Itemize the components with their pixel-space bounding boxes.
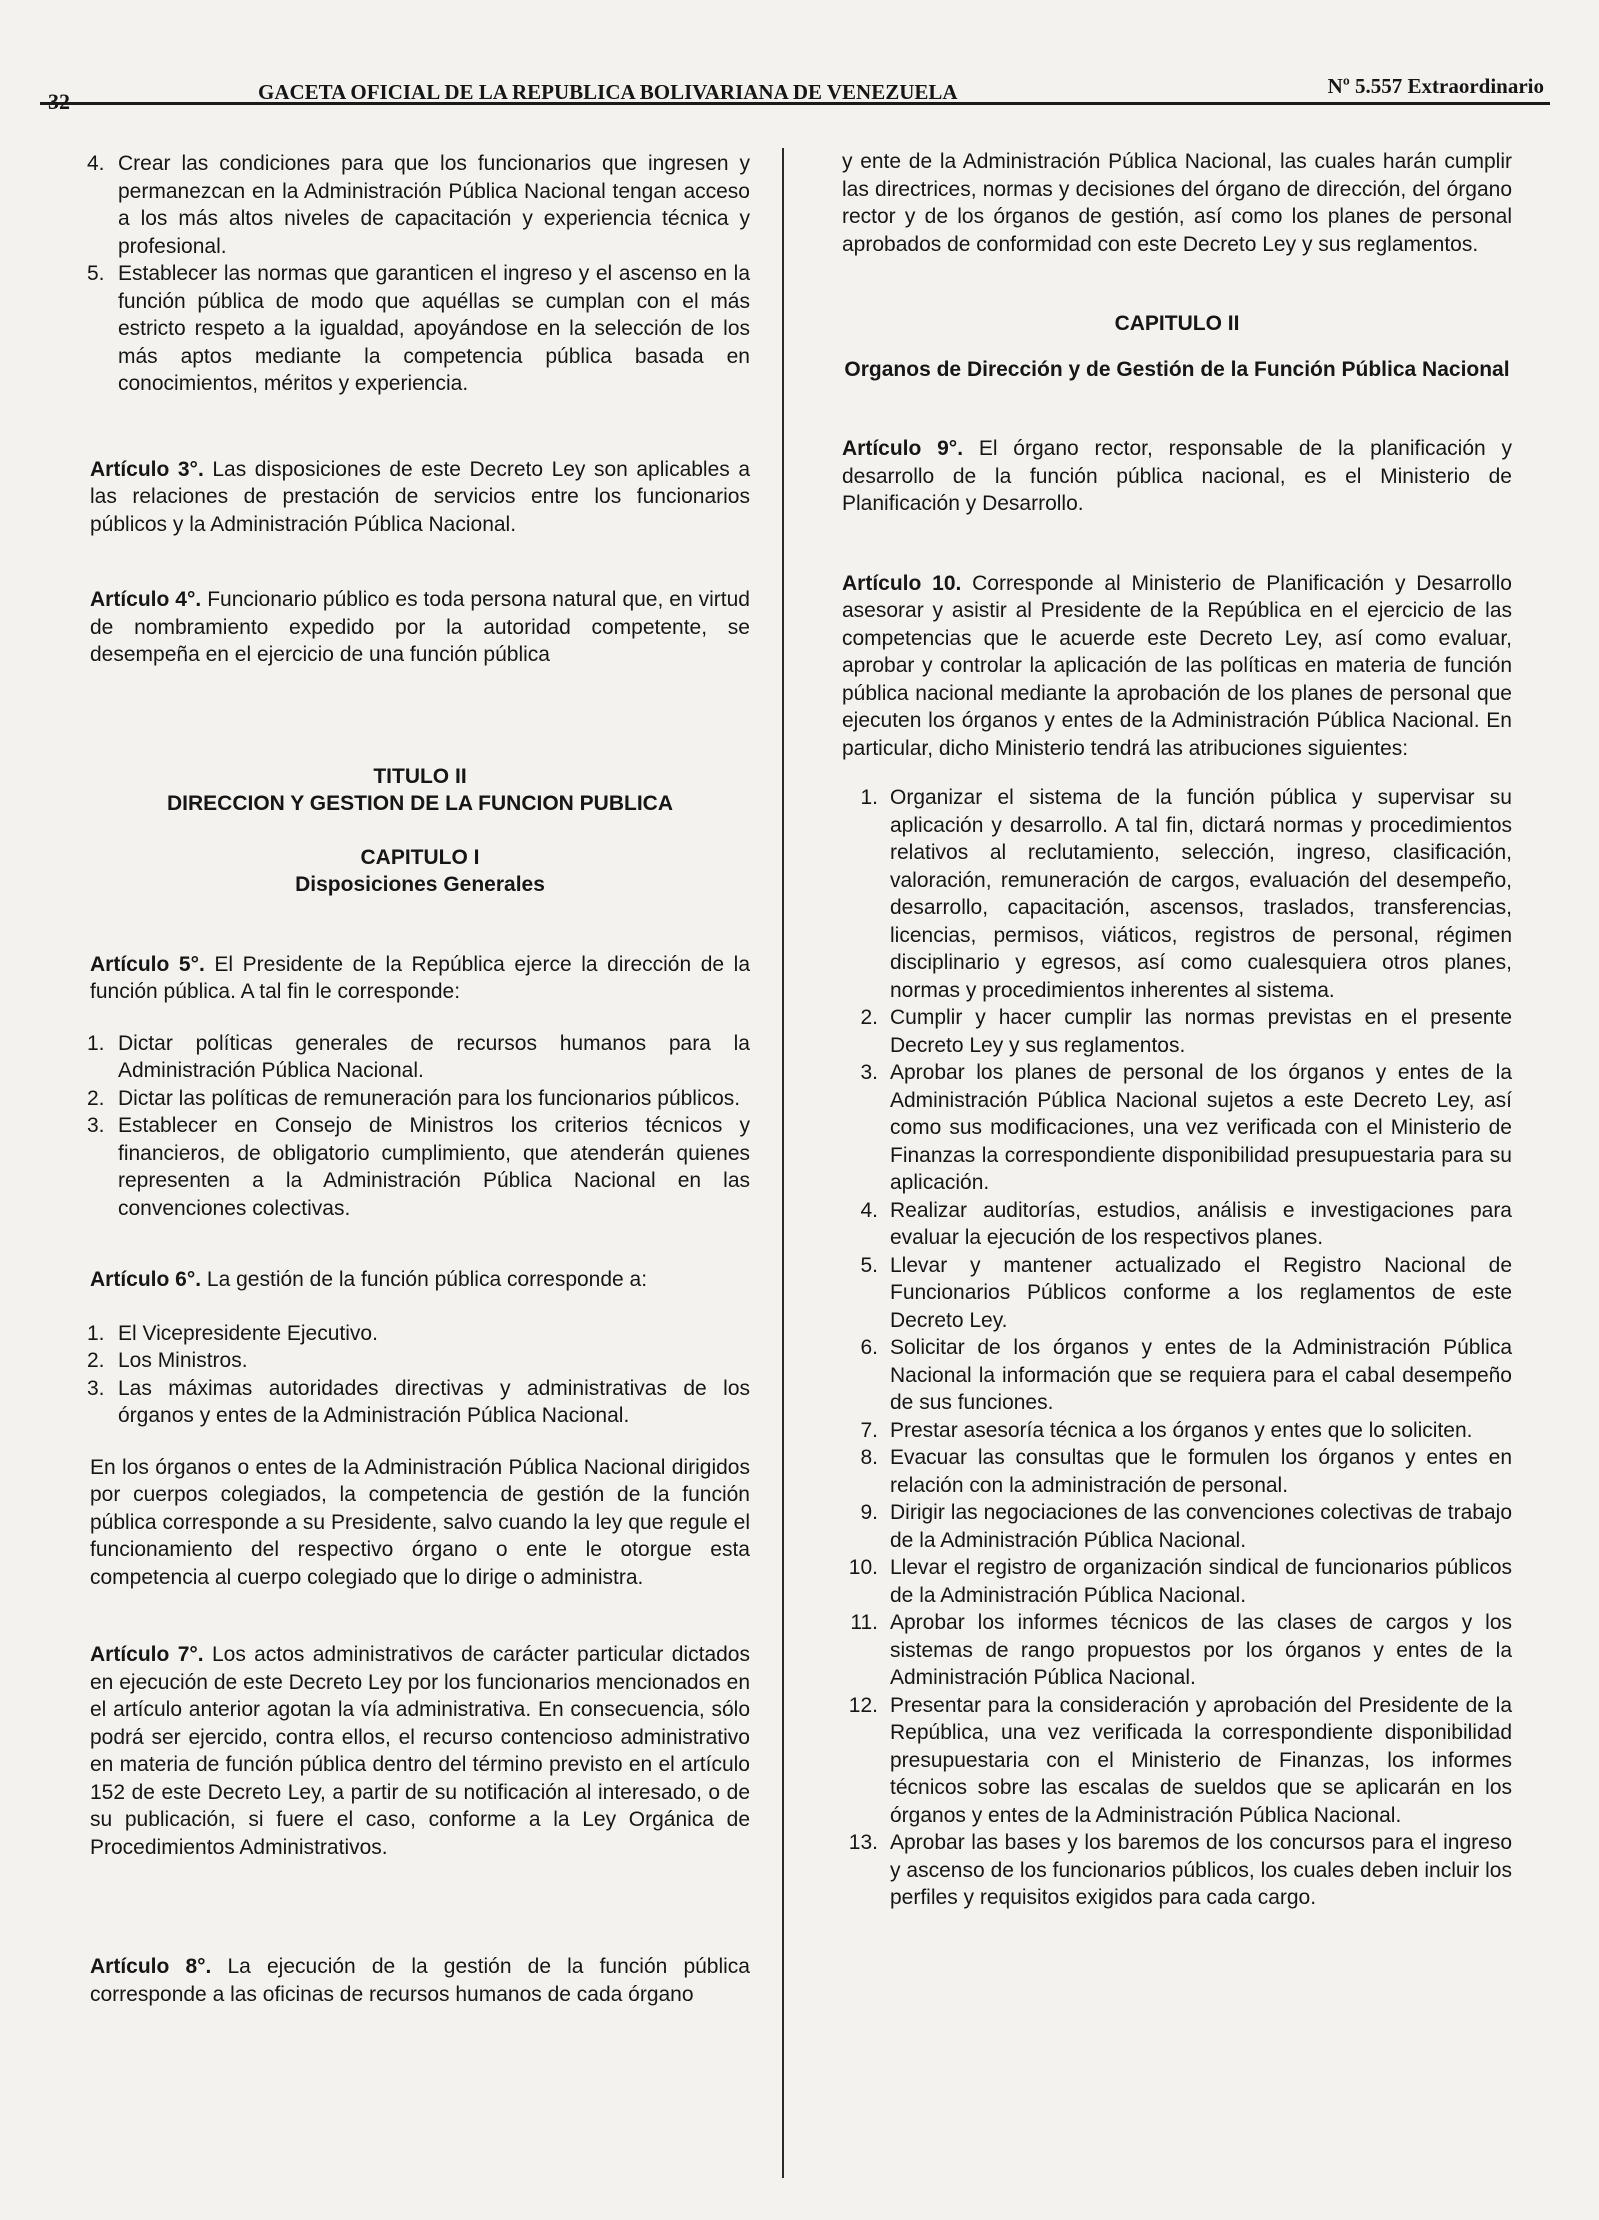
list-item <box>842 1609 1512 1692</box>
page-number: 32 <box>48 89 70 114</box>
list-item <box>87 1112 750 1222</box>
list-item <box>842 1499 1512 1554</box>
list-item <box>87 1375 750 1430</box>
article-6-paragraph: En los órganos o entes de la Administración Pública Nacional dirigidos por cuerpos colegiados, la competencia de gestión de la función pública corresponde a su Presidente, salvo cuando la ley que regule el funcionamiento del respectivo órgano o ente le otorgue esta competencia al cuerpo colegiado que lo dirige o administra. <box>90 1455 750 1589</box>
item-number: 3. <box>87 1114 105 1137</box>
list-continued <box>87 150 750 398</box>
issue-number: Nº 5.557 Extraordinario <box>1327 74 1544 98</box>
item-text: Crear las condiciones para que los funcionarios que ingresen y permanezcan en la Administración Pública Nacional tengan acceso a los más altos niveles de capacitación y experiencia técnica y profesional. <box>118 152 750 258</box>
item-number: 3. <box>860 1061 878 1084</box>
item-number: 2. <box>87 1349 105 1372</box>
list-item <box>842 1059 1512 1197</box>
item-text: Aprobar los informes técnicos de las clases de cargos y los sistemas de rango propuestos por los órganos y entes de la Administración Pública Nacional. <box>890 1611 1512 1689</box>
article-text: Las disposiciones de este Decreto Ley son aplicables a las relaciones de prestación de servicios entre los funcionarios públicos y la Administración Pública Nacional. <box>90 457 750 536</box>
item-text: Dictar las políticas de remuneración para los funcionarios públicos. <box>118 1086 741 1110</box>
article-label: Artículo 10. <box>842 571 962 595</box>
article-10 <box>842 570 1512 763</box>
article-3 <box>90 456 750 539</box>
list-item <box>842 1197 1512 1252</box>
item-text: Dictar políticas generales de recursos humanos para la Administración Pública Nacional. <box>118 1031 750 1082</box>
article-10-list <box>842 784 1512 1912</box>
item-text: Prestar asesoría técnica a los órganos y entes que lo soliciten. <box>890 1418 1473 1442</box>
item-number: 1. <box>87 1321 105 1345</box>
gazette-title: GACETA OFICIAL DE LA REPUBLICA BOLIVARIANA DE VENEZUELA <box>258 80 958 104</box>
item-text: Llevar el registro de organización sindical de funcionarios públicos de la Administración Pública Nacional. <box>890 1556 1512 1607</box>
list-item <box>87 1347 750 1375</box>
item-number: 7. <box>860 1418 878 1442</box>
item-text: Establecer las normas que garanticen el ingreso y el ascenso en la función pública de modo que aquéllas se cumplan con el más estricto respeto a la igualdad, apoyándose en la selección de los más aptos mediante la competencia pública basada en conocimientos, méritos y experiencia. <box>118 262 750 395</box>
capitulo-subheading: Organos de Dirección y de Gestión de la Función Pública Nacional <box>844 357 1510 381</box>
article-8-continuation: y ente de la Administración Pública Nacional, las cuales harán cumplir las directrices, normas y decisiones del órgano de dirección, del órgano rector y de los órganos de gestión, así como los planes de personal aprobados de conformidad con este Decreto Ley y sus reglamentos. <box>842 150 1512 256</box>
article-6 <box>90 1266 750 1294</box>
list-item <box>87 1030 750 1085</box>
item-text: Solicitar de los órganos y entes de la Administración Pública Nacional la información que se requiera para el cabal desempeño de sus funciones. <box>890 1336 1512 1414</box>
item-number: 4. <box>860 1198 878 1222</box>
left-column <box>87 150 750 2008</box>
item-text: Dirigir las negociaciones de las convenciones colectivas de trabajo de la Administración Pública Nacional. <box>890 1501 1512 1552</box>
titulo-subheading: DIRECCION Y GESTION DE LA FUNCION PUBLICA <box>167 792 673 815</box>
item-number: 1. <box>87 1031 105 1055</box>
item-number: 13. <box>848 1831 878 1854</box>
list-item <box>842 1829 1512 1912</box>
capitulo-heading: CAPITULO II <box>1114 312 1240 335</box>
article-label: Artículo 7°. <box>90 1643 204 1666</box>
article-7 <box>90 1641 750 1861</box>
item-number: 2. <box>87 1086 105 1110</box>
item-text: Las máximas autoridades directivas y administrativas de los órganos y entes de la Administración Pública Nacional. <box>118 1376 750 1427</box>
list-item <box>87 260 750 398</box>
article-text: Los actos administrativos de carácter particular dictados en ejecución de este Decreto Ley por los funcionarios mencionados en el artículo anterior agotan la vía administrativa. En consecuencia, sólo podrá ser ejercido, contra ellos, el recurso contencioso administrativo en materia de función pública dentro del término previsto en el artículo 152 de este Decreto Ley, a partir de su notificación al interesado, o de su publicación, si fuere el caso, conforme a la Ley Orgánica de Procedimientos Administrativos. <box>90 1643 750 1859</box>
item-text: Presentar para la consideración y aprobación del Presidente de la República, una vez verificada la correspondiente disponibilidad presupuestaria con el Ministerio de Finanzas, los informes técnicos sobre las escalas de sueldos que se aplicarán en los órganos y entes de la Administración Pública Nacional. <box>890 1693 1512 1827</box>
list-item <box>842 1554 1512 1609</box>
list-item <box>842 1692 1512 1830</box>
article-5-list <box>87 1030 750 1223</box>
item-text: Realizar auditorías, estudios, análisis e investigaciones para evaluar la ejecución de los respectivos planes. <box>890 1198 1512 1249</box>
list-item <box>842 1444 1512 1499</box>
item-text: Organizar el sistema de la función pública y supervisar su aplicación y desarrollo. A tal fin, dictará normas y procedimientos relativos al reclutamiento, selección, ingreso, clasificación, valoración, remuneración de cargos, evaluación del desempeño, desarrollo, capacitación, ascensos, traslados, transferencias, licencias, permisos, viáticos, registros de personal, régimen disciplinario y egresos, así como cualesquiera otros planes, normas y procedimientos inherentes al sistema. <box>890 786 1512 1002</box>
article-6-list <box>87 1320 750 1430</box>
titulo-heading: TITULO II <box>373 764 467 788</box>
article-label: Artículo 9°. <box>842 437 964 460</box>
item-number: 12. <box>848 1693 878 1717</box>
item-text: Aprobar las bases y los baremos de los concursos para el ingreso y ascenso de los funcionarios públicos, los cuales deben incluir los perfiles y requisitos exigidos para cada cargo. <box>890 1831 1512 1909</box>
item-number: 4. <box>87 152 105 175</box>
capitulo-heading: CAPITULO I <box>360 845 480 869</box>
item-number: 9. <box>860 1501 878 1524</box>
article-text: Funcionario público es toda persona natural que, en virtud de nombramiento expedido por la autoridad competente, se desempeña en el ejercicio de una función pública <box>90 588 750 666</box>
item-number: 6. <box>860 1336 878 1359</box>
article-4 <box>90 586 750 669</box>
item-number: 11. <box>850 1611 878 1634</box>
article-text: La ejecución de la gestión de la función pública corresponde a las oficinas de recursos humanos de cada órgano <box>90 1955 750 2006</box>
item-text: Evacuar las consultas que le formulen los órganos y entes en relación con la administración de personal. <box>890 1446 1512 1497</box>
item-text: Cumplir y hacer cumplir las normas previstas en el presente Decreto Ley y sus reglamentos. <box>890 1006 1512 1057</box>
article-text: El órgano rector, responsable de la planificación y desarrollo de la función pública nacional, es el Ministerio de Planificación y Desarrollo. <box>842 437 1512 515</box>
article-label: Artículo 4°. <box>90 588 202 611</box>
column-divider <box>782 148 784 2178</box>
item-number: 5. <box>860 1253 878 1277</box>
list-item <box>87 150 750 260</box>
item-number: 2. <box>860 1006 878 1029</box>
article-text: La gestión de la función pública corresponde a: <box>201 1268 648 1291</box>
article-label: Artículo 8°. <box>90 1955 212 1978</box>
list-item <box>87 1320 750 1348</box>
list-item <box>842 1334 1512 1417</box>
gazette-header <box>40 68 1550 114</box>
article-text: El Presidente de la República ejerce la dirección de la función pública. A tal fin le corresponde: <box>90 952 750 1003</box>
item-number: 1. <box>860 786 878 809</box>
article-9 <box>842 435 1512 518</box>
article-8 <box>90 1953 750 2008</box>
item-number: 5. <box>87 262 105 285</box>
list-item <box>842 784 1512 1004</box>
article-label: Artículo 3°. <box>90 457 204 481</box>
item-number: 3. <box>87 1376 105 1400</box>
item-text: Aprobar los planes de personal de los órganos y entes de la Administración Pública Nacional sujetos a este Decreto Ley, así como sus modificaciones, una vez verificada con el Ministerio de Finanzas la correspondiente disponibilidad presupuestaria para su aplicación. <box>890 1061 1512 1194</box>
capitulo-subheading: Disposiciones Generales <box>295 873 545 896</box>
item-number: 10. <box>848 1556 878 1579</box>
item-text: Establecer en Consejo de Ministros los criterios técnicos y financieros, de obligatorio cumplimiento, que atenderán quienes representen a la Administración Pública Nacional en las convenciones colectivas. <box>118 1114 750 1220</box>
article-label: Artículo 5°. <box>90 952 205 976</box>
article-text: Corresponde al Ministerio de Planificación y Desarrollo asesorar y asistir al Presidente de la República en el ejercicio de las competencias que le acuerde este Decreto Ley, así como evaluar, aprobar y controlar la aplicación de las políticas en materia de función pública nacional mediante la aprobación de los planes de personal que ejecuten los órganos y entes de la Administración Pública Nacional. En particular, dicho Ministerio tendrá las atribuciones siguientes: <box>842 571 1512 760</box>
article-label: Artículo 6°. <box>90 1268 202 1291</box>
article-5 <box>90 951 750 1006</box>
list-item <box>842 1417 1512 1445</box>
item-number: 8. <box>860 1446 878 1469</box>
item-text: Llevar y mantener actualizado el Registro Nacional de Funcionarios Públicos conforme a los reglamentos de este Decreto Ley. <box>890 1253 1512 1332</box>
item-text: El Vicepresidente Ejecutivo. <box>118 1321 378 1345</box>
item-text: Los Ministros. <box>118 1349 248 1372</box>
list-item <box>87 1085 750 1113</box>
list-item <box>842 1252 1512 1335</box>
right-column <box>842 148 1512 1912</box>
list-item <box>842 1004 1512 1059</box>
